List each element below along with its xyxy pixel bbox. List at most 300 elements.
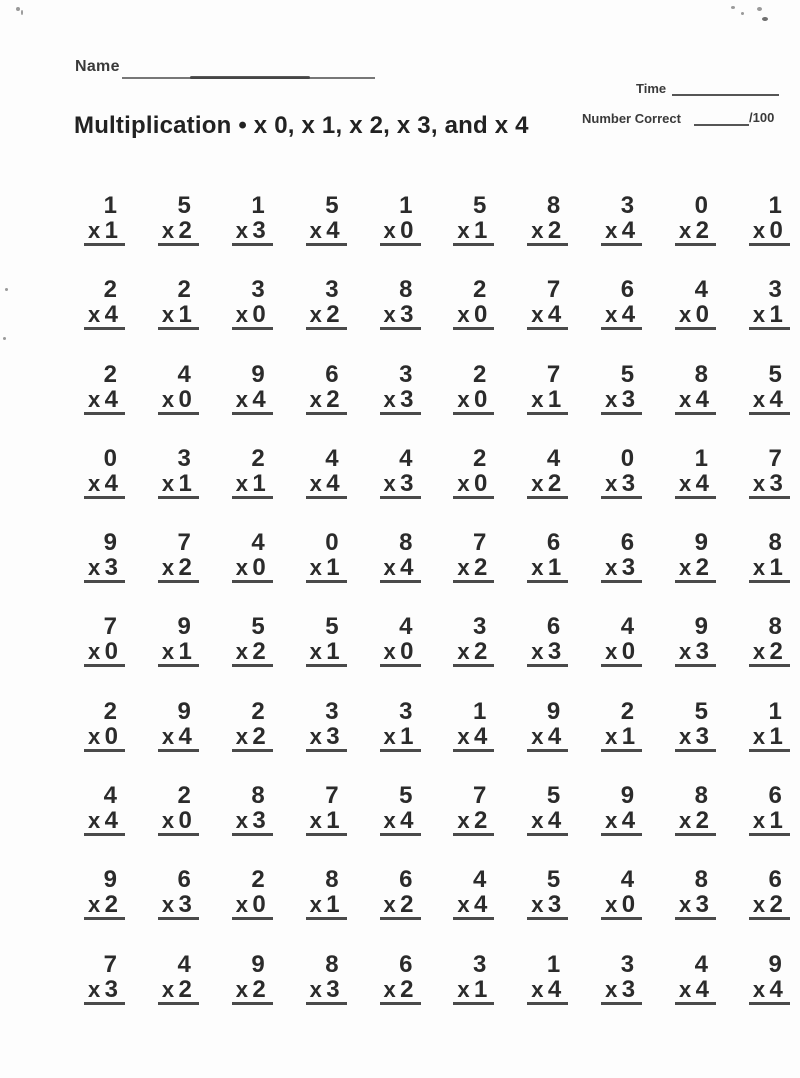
multiply-sign: x [383,470,396,496]
multiplication-problem [527,446,568,498]
multiplication-problem [601,193,642,245]
multiply-sign: x [752,723,766,749]
multiplicand: 4 [694,950,708,978]
multiplication-problem [380,193,421,245]
scan-artifact [757,7,762,11]
multiplier-row [306,469,347,499]
multiplicand: 5 [177,192,191,219]
multiplication-problem [749,362,790,414]
multiplier: 0 [178,385,192,413]
multiplier: 4 [474,891,488,919]
multiplier-row [601,893,642,920]
multiplication-problem [232,277,273,329]
multiplication-problem [453,952,494,1004]
multiplier-row [527,640,568,667]
multiplier-row [675,722,716,752]
time-label: Time [636,81,667,96]
multiplicand: 5 [694,697,708,725]
scan-artifact [731,6,735,9]
multiply-sign: x [457,892,470,918]
multiplication-problem [380,699,421,751]
multiplication-problem [84,867,125,919]
multiplication-problem [675,362,716,414]
multiplier: 3 [326,722,340,750]
multiplicand: 8 [694,866,708,894]
multiplier: 4 [695,975,709,1003]
multiplier-row [232,640,273,667]
multiplier: 2 [104,891,118,919]
multiplication-problem [749,952,790,1004]
multiply-sign: x [161,808,175,834]
multiplier-row [380,303,421,330]
multiplication-problem [601,530,642,582]
multiplier: 2 [252,975,266,1003]
multiply-sign: x [161,639,175,665]
number-correct-total: /100 [749,110,775,125]
multiplication-problem [232,952,273,1004]
multiplier-row [749,556,790,583]
multiplier-row [675,893,716,920]
multiplier: 1 [474,217,488,244]
multiplication-problem [749,446,790,498]
multiplier: 0 [474,469,488,497]
multiplier: 4 [400,807,414,835]
multiplicand: 9 [177,697,191,725]
multiply-sign: x [383,723,396,749]
multiplier: 3 [400,469,414,497]
multiplication-problem [306,362,347,414]
multiplication-problem [675,783,716,835]
multiplication-problem [675,193,716,245]
multiplicand: 1 [473,697,487,725]
multiply-sign: x [235,723,248,749]
multiply-sign: x [383,386,396,412]
multiplication-problem [675,277,716,329]
multiplicand: 5 [768,360,782,388]
multiplier-row [380,975,421,1005]
multiply-sign: x [531,976,544,1002]
multiplicand: 7 [546,360,561,388]
multiplication-problem [527,277,568,329]
number-correct-blank-line [694,124,749,126]
problem-row [84,614,790,666]
multiplicand: 6 [399,950,413,978]
multiplication-problem [306,952,347,1004]
multiplier: 2 [695,554,709,582]
multiplication-problem [749,614,790,666]
multiplier: 2 [474,638,488,666]
multiply-sign: x [88,470,101,496]
multiplicand: 5 [620,360,635,388]
multiplier-row [232,722,273,752]
multiplier-row [306,975,347,1005]
multiplier-row [749,809,790,836]
multiply-sign: x [235,470,248,496]
multiply-sign: x [457,555,470,581]
multiply-sign: x [383,218,396,243]
multiply-sign: x [383,639,396,665]
multiplier: 2 [400,975,414,1003]
multiplicand: 3 [473,613,487,641]
multiplication-problem [232,362,273,414]
multiplier: 3 [621,385,636,413]
multiply-sign: x [679,892,692,918]
multiplication-problem [158,530,199,582]
multiplication-problem [84,614,125,666]
multiply-sign: x [531,218,544,243]
multiply-sign: x [531,386,544,412]
multiplicand: 2 [103,697,117,725]
multiplication-problem [306,614,347,666]
multiply-sign: x [309,808,322,834]
multiplicand: 3 [325,276,339,304]
multiply-sign: x [605,808,618,834]
multiplicand: 3 [399,360,413,388]
multiplicand: 2 [620,697,635,725]
multiplier: 1 [326,638,340,666]
multiplicand: 4 [177,950,191,978]
multiplication-problem [306,783,347,835]
multiplier-row [84,640,125,667]
multiply-sign: x [235,976,248,1002]
multiplier: 4 [547,301,562,329]
multiplication-problem [527,614,568,666]
scan-artifact [5,288,8,291]
multiply-sign: x [161,723,175,749]
multiplier-row [306,556,347,583]
multiply-sign: x [309,976,322,1002]
multiply-sign: x [531,639,544,665]
multiplier: 1 [178,301,192,329]
multiplier: 2 [547,469,562,497]
multiplier: 0 [621,891,636,919]
multiplier-row [84,469,125,499]
multiplication-problem [453,446,494,498]
multiplier: 0 [474,385,488,413]
multiplier-row [527,722,568,752]
multiplication-problem [158,193,199,245]
multiplication-problem [453,867,494,919]
multiplier-row [601,303,642,330]
multiply-sign: x [457,808,470,834]
multiply-sign: x [457,302,470,328]
multiplier: 4 [547,975,562,1003]
multiplier-row [749,722,790,752]
multiplicand: 5 [546,782,561,810]
multiply-sign: x [605,386,618,412]
multiply-sign: x [531,892,544,918]
scan-artifact [21,10,23,15]
multiplier: 3 [178,891,192,919]
multiplier: 2 [769,891,783,919]
multiplicand: 6 [768,866,782,894]
multiplicand: 6 [620,276,635,304]
multiply-sign: x [235,555,248,581]
multiplicand: 3 [177,444,191,472]
multiplication-problem [527,783,568,835]
multiplier: 1 [326,807,340,835]
multiplier-row [380,219,421,246]
multiplicand: 7 [103,613,117,641]
multiplication-problem [232,614,273,666]
multiplier-row [380,385,421,415]
multiplicand: 6 [325,360,339,388]
multiplication-problem [453,783,494,835]
multiplier: 1 [326,891,340,919]
multiplication-problem [601,783,642,835]
multiplicand: 2 [251,866,265,894]
multiply-sign: x [383,808,396,834]
multiply-sign: x [88,892,101,918]
multiplier-row [453,640,494,667]
multiplier: 2 [474,807,488,835]
multiplier: 4 [326,469,340,497]
multiplicand: 6 [546,613,561,641]
multiplier: 4 [400,554,414,582]
multiplier: 2 [400,891,414,919]
multiply-sign: x [383,302,396,328]
multiply-sign: x [531,470,544,496]
multiplier: 0 [621,638,636,666]
multiplier-row [601,722,642,752]
multiplication-problem [453,193,494,245]
multiplier-row [675,303,716,330]
multiplier-row [306,640,347,667]
multiplier: 4 [621,301,636,329]
problem-row [84,783,790,835]
multiplier-row [380,640,421,667]
multiply-sign: x [679,386,692,412]
multiplication-problem [84,699,125,751]
multiply-sign: x [605,723,618,749]
multiplicand: 9 [694,529,708,557]
multiply-sign: x [383,976,396,1002]
multiplier-row [675,385,716,415]
multiplicand: 6 [399,866,413,894]
multiplier-row [527,809,568,836]
multiplicand: 7 [177,529,191,557]
multiplier: 0 [474,301,488,329]
multiplicand: 5 [399,782,413,810]
multiply-sign: x [309,218,322,243]
multiplier-row [601,809,642,836]
multiplier-row [232,385,273,415]
multiplier: 3 [252,807,266,835]
multiplicand: 4 [620,866,635,894]
multiply-sign: x [235,218,248,243]
multiplier: 3 [252,217,266,244]
multiplicand: 8 [768,613,782,641]
problem-row [84,530,790,582]
multiplication-problem [158,277,199,329]
multiplicand: 1 [768,697,782,725]
multiply-sign: x [457,218,470,243]
multiplier: 2 [252,722,266,750]
multiplicand: 8 [768,529,782,557]
multiply-sign: x [161,470,175,496]
multiply-sign: x [752,218,766,243]
multiplication-problem [749,193,790,245]
multiplication-problem [527,952,568,1004]
multiplier: 3 [695,638,709,666]
multiplication-problem [380,783,421,835]
multiplier-row [158,385,199,415]
multiplier-row [453,809,494,836]
multiplier-row [749,385,790,415]
multiply-sign: x [531,808,544,834]
multiplier: 3 [104,975,118,1003]
multiply-sign: x [88,386,101,412]
multiply-sign: x [161,976,175,1002]
multiplier-row [232,975,273,1005]
multiplier: 3 [621,554,636,582]
multiplier-row [158,893,199,920]
multiplier: 2 [769,638,783,666]
multiplier: 4 [104,807,118,835]
multiplicand: 7 [325,782,339,810]
multiplier: 4 [621,807,636,835]
multiplicand: 8 [399,529,413,557]
multiplication-problem [158,952,199,1004]
multiplier-row [306,722,347,752]
multiplier-row [306,385,347,415]
multiplication-problem [601,699,642,751]
multiplicand: 4 [473,866,487,894]
multiplication-problem [158,362,199,414]
multiplier: 1 [621,722,636,750]
problem-row [84,193,790,245]
multiplicand: 4 [103,782,117,810]
multiplication-problem [527,530,568,582]
multiplier-row [749,303,790,330]
multiply-sign: x [235,892,248,918]
multiplier: 1 [769,554,783,582]
multiplier: 1 [326,554,340,582]
multiplication-problem [527,699,568,751]
multiply-sign: x [235,386,248,412]
multiplicand: 5 [546,866,561,894]
multiplicand: 5 [325,192,339,219]
scan-artifact [16,7,20,11]
multiplier-row [527,556,568,583]
multiplicand: 9 [620,782,635,810]
multiplier-row [306,893,347,920]
multiplicand: 2 [177,782,191,810]
multiply-sign: x [752,639,766,665]
multiplication-problem [84,783,125,835]
multiplier-row [453,303,494,330]
problem-row [84,952,790,1004]
multiplier: 3 [695,722,709,750]
multiplier-row [158,809,199,836]
multiplier: 3 [621,975,636,1003]
multiplicand: 3 [473,950,487,978]
multiplier: 0 [400,217,414,244]
multiply-sign: x [679,723,692,749]
multiplicand: 3 [620,950,635,978]
multiplication-problem [306,530,347,582]
multiplication-problem [158,783,199,835]
multiplier-row [232,469,273,499]
multiplicand: 6 [620,529,635,557]
multiplier: 3 [547,638,562,666]
multiplicand: 6 [768,782,782,810]
multiplication-problem [749,699,790,751]
multiplier: 0 [252,554,266,582]
multiplicand: 9 [103,866,117,894]
multiplier-row [380,469,421,499]
multiplier-row [601,975,642,1005]
multiplier: 0 [400,638,414,666]
multiplier-row [380,556,421,583]
multiply-sign: x [531,555,544,581]
multiplier: 1 [547,554,562,582]
multiplier: 2 [178,217,192,244]
multiply-sign: x [605,639,618,665]
multiplier-row [158,556,199,583]
multiplier-row [84,722,125,752]
multiplication-problem [601,952,642,1004]
multiplier-row [675,809,716,836]
multiplication-problem [675,530,716,582]
multiplier-row [601,385,642,415]
multiplicand: 4 [399,613,413,641]
multiplier: 3 [104,554,118,582]
multiply-sign: x [88,555,101,581]
multiplier-row [232,809,273,836]
multiply-sign: x [752,976,766,1002]
multiplier: 1 [474,975,488,1003]
multiplier: 1 [104,217,118,244]
multiplicand: 3 [251,276,265,304]
multiplicand: 8 [546,192,561,219]
multiplier: 0 [252,301,266,329]
time-row [636,80,666,98]
multiply-sign: x [457,723,470,749]
multiplier: 3 [326,975,340,1003]
multiplicand: 8 [325,866,339,894]
multiply-sign: x [679,976,692,1002]
multiplication-problem [527,193,568,245]
multiplier-row [158,219,199,246]
multiplier: 0 [104,638,118,666]
multiply-sign: x [679,639,692,665]
number-correct-row [582,110,775,128]
multiplicand: 5 [473,192,487,219]
multiplication-problem [84,362,125,414]
multiplicand: 4 [325,444,339,472]
multiplication-problem [453,277,494,329]
multiplier-row [232,303,273,330]
scan-artifact [741,12,744,15]
multiplicand: 1 [251,192,265,219]
multiplicand: 0 [103,444,117,472]
multiplier-row [527,219,568,246]
multiplier: 0 [695,301,709,329]
multiplicand: 2 [473,360,487,388]
multiply-sign: x [88,218,101,243]
multiplier-row [306,809,347,836]
multiplier: 3 [400,385,414,413]
multiplicand: 8 [251,782,265,810]
multiply-sign: x [161,218,175,243]
multiplication-problem [380,614,421,666]
multiplicand: 4 [177,360,191,388]
multiplication-problem [380,362,421,414]
problems-grid [84,193,790,1036]
multiplication-problem [306,699,347,751]
multiply-sign: x [679,555,692,581]
